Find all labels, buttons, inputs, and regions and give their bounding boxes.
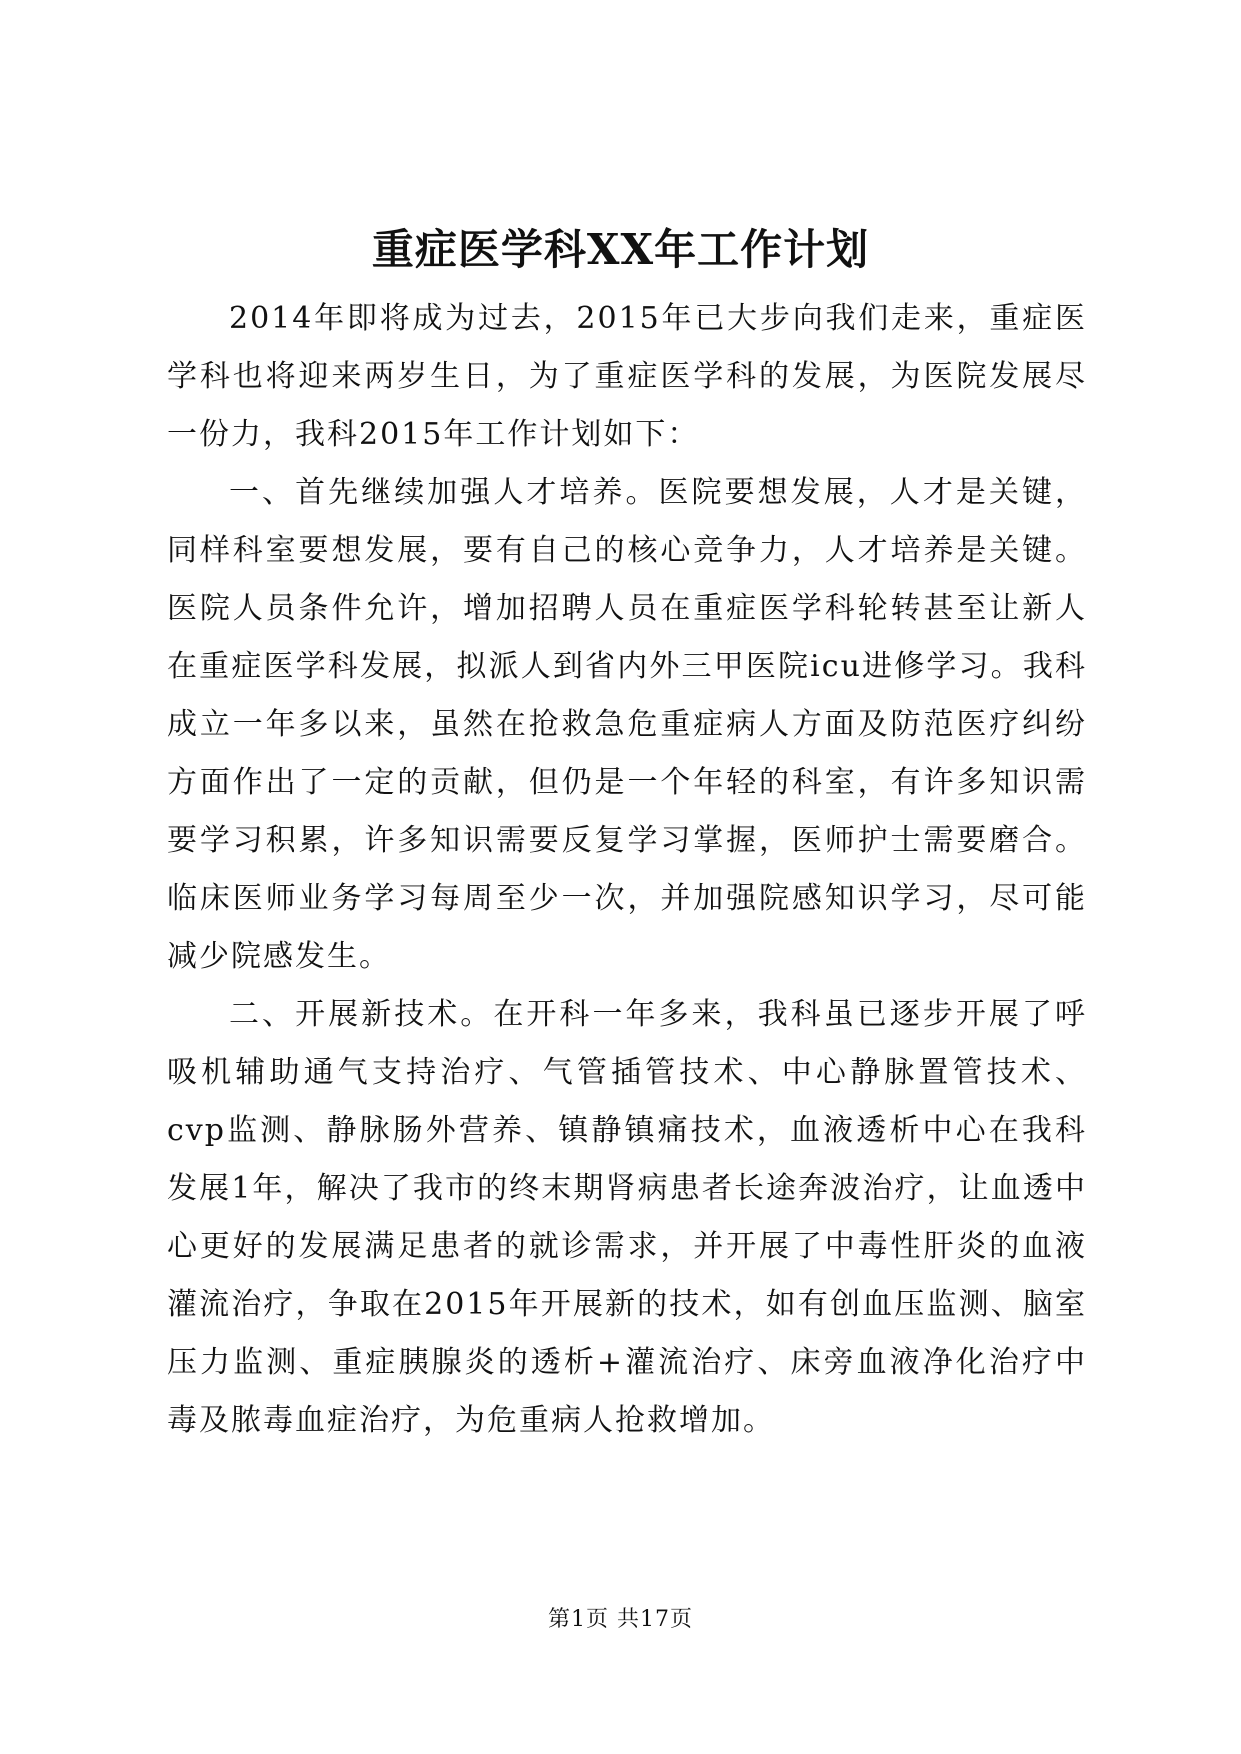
page-footer: 第1页 共17页 xyxy=(548,1607,693,1632)
paragraph-intro: 2014年即将成为过去，2015年已大步向我们走来，重症医学科也将迎来两岁生日，为了重症医学科的发展，为医院发展尽一份力，我科2015年工作计划如下： xyxy=(167,301,1087,452)
paragraph-new-technology: 二、开展新技术。在开科一年多来，我科虽已逐步开展了呼吸机辅助通气支持治疗、气管插管技术、中心静脉置管技术、cvp监测、静脉肠外营养、镇静镇痛技术，血液透析中心在我科发展1年，解决了我市的终末期肾病患者长途奔波治疗，让血透中心更好的发展满足患者的就诊需求，并开展了中毒性肝炎的血液灌流治疗，争取在2015年开展新的技术，如有创血压监测、脑室压力监测、重症胰腺炎的透析+灌流治疗、床旁血液净化治疗中毒及脓毒血症治疗，为危重病人抢救增加。 xyxy=(167,997,1087,1438)
document-title: 重症医学科XX年工作计划 xyxy=(371,225,870,274)
paragraph-talent-training: 一、首先继续加强人才培养。医院要想发展，人才是关键，同样科室要想发展，要有自己的核心竞争力，人才培养是关键。医院人员条件允许，增加招聘人员在重症医学科轮转甚至让新人在重症医学科发展，拟派人到省内外三甲医院icu进修学习。我科成立一年多以来，虽然在抢救急危重症病人方面及防范医疗纠纷方面作出了一定的贡献，但仍是一个年轻的科室，有许多知识需要学习积累，许多知识需要反复学习掌握，医师护士需要磨合。临床医师业务学习每周至少一次，并加强院感知识学习，尽可能减少院感发生。 xyxy=(167,475,1087,974)
document-body xyxy=(167,290,1087,1450)
